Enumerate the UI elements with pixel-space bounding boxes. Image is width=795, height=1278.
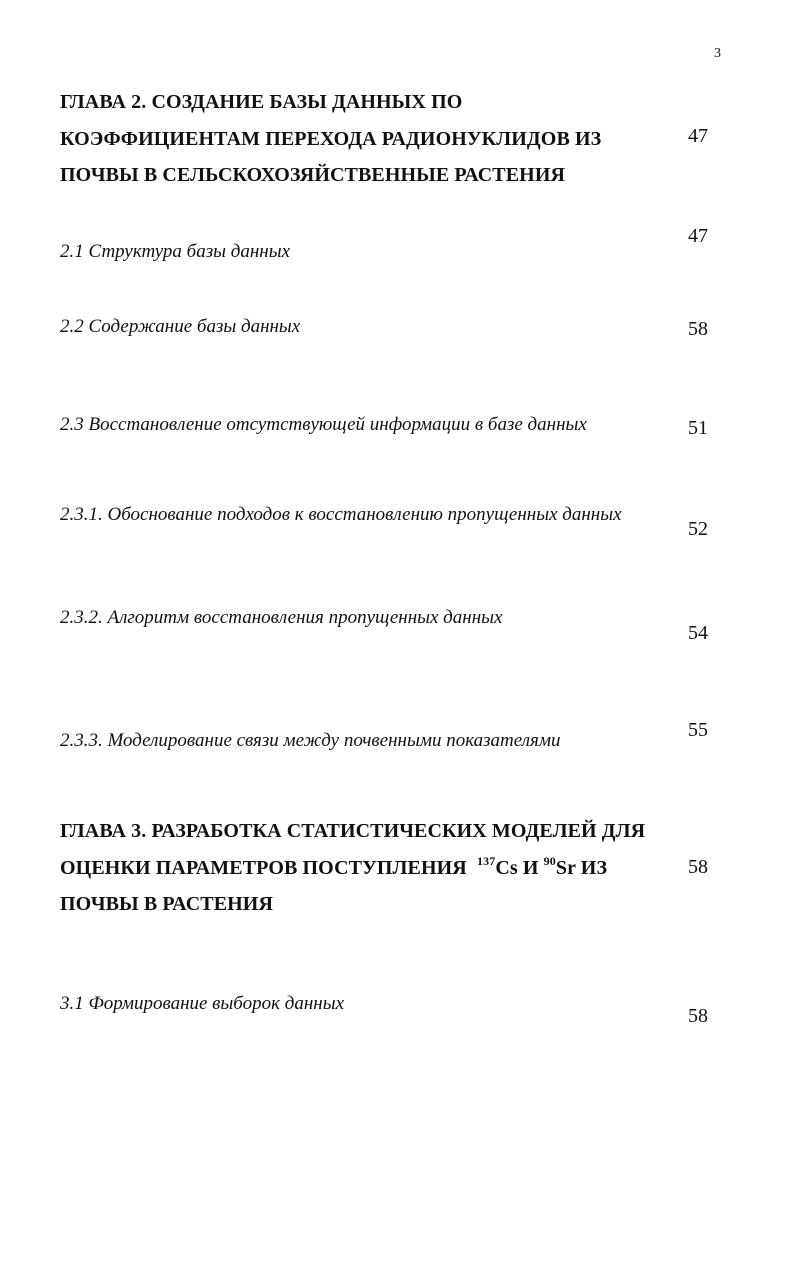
toc-entry-3-1-page: 58 [688, 1005, 708, 1027]
toc-entry-2-3: 2.3 Восстановление отсутствующей информации в базе данных [60, 414, 587, 435]
toc-entry-2-2: 2.2 Содержание базы данных [60, 316, 301, 337]
chapter-2-page-number: 47 [688, 125, 708, 147]
toc-entry-2-1-page: 47 [688, 225, 708, 247]
toc-entry-2-3-1-page: 52 [688, 518, 708, 540]
chapter-2-heading-line: ГЛАВА 2. СОЗДАНИЕ БАЗЫ ДАННЫХ ПО [60, 91, 463, 113]
chapter-2-heading-line: КОЭФФИЦИЕНТАМ ПЕРЕХОДА РАДИОНУКЛИДОВ ИЗ [60, 127, 602, 150]
cs-symbol: Cs [495, 856, 518, 879]
toc-entry-2-1: 2.1 Структура базы данных [60, 241, 291, 262]
sr-symbol: Sr [555, 856, 576, 879]
chapter-2-heading [60, 84, 660, 194]
toc-entry-2-2-page: 58 [688, 318, 708, 340]
chapter-3-heading-line: ГЛАВА 3. РАЗРАБОТКА СТАТИСТИЧЕСКИХ МОДЕЛЕЙ ДЛЯ [60, 820, 646, 842]
chapter-3-line2-suffix: ИЗ [580, 856, 608, 879]
chapter-3-page-number: 58 [688, 856, 708, 878]
toc-entry-2-3-3-page: 55 [688, 719, 708, 741]
toc-entry-2-3-page: 51 [688, 417, 708, 439]
chapter-2-heading-line: ПОЧВЫ В СЕЛЬСКОХОЗЯЙСТВЕННЫЕ РАСТЕНИЯ [60, 164, 566, 186]
sr-mass-number: 90 [543, 853, 556, 868]
conjunction: И [522, 856, 539, 879]
toc-entry-3-1: 3.1 Формирование выборок данных [60, 993, 345, 1014]
chapter-3-heading-line: ПОЧВЫ В РАСТЕНИЯ [60, 893, 273, 915]
toc-entry-2-3-2: 2.3.2. Алгоритм восстановления пропущенных данных [60, 607, 503, 628]
page-number: 3 [714, 46, 721, 61]
chapter-3-heading [60, 813, 660, 923]
chapter-3-heading-line [60, 850, 660, 887]
toc-entry-2-3-3: 2.3.3. Моделирование связи между почвенными показателями [60, 730, 561, 751]
toc-entry-2-3-1: 2.3.1. Обоснование подходов к восстановлению пропущенных данных [60, 504, 622, 525]
chapter-3-line2-prefix: ОЦЕНКИ ПАРАМЕТРОВ ПОСТУПЛЕНИЯ [60, 856, 467, 879]
cs-mass-number: 137 [477, 853, 496, 868]
toc-entry-2-3-2-page: 54 [688, 622, 708, 644]
